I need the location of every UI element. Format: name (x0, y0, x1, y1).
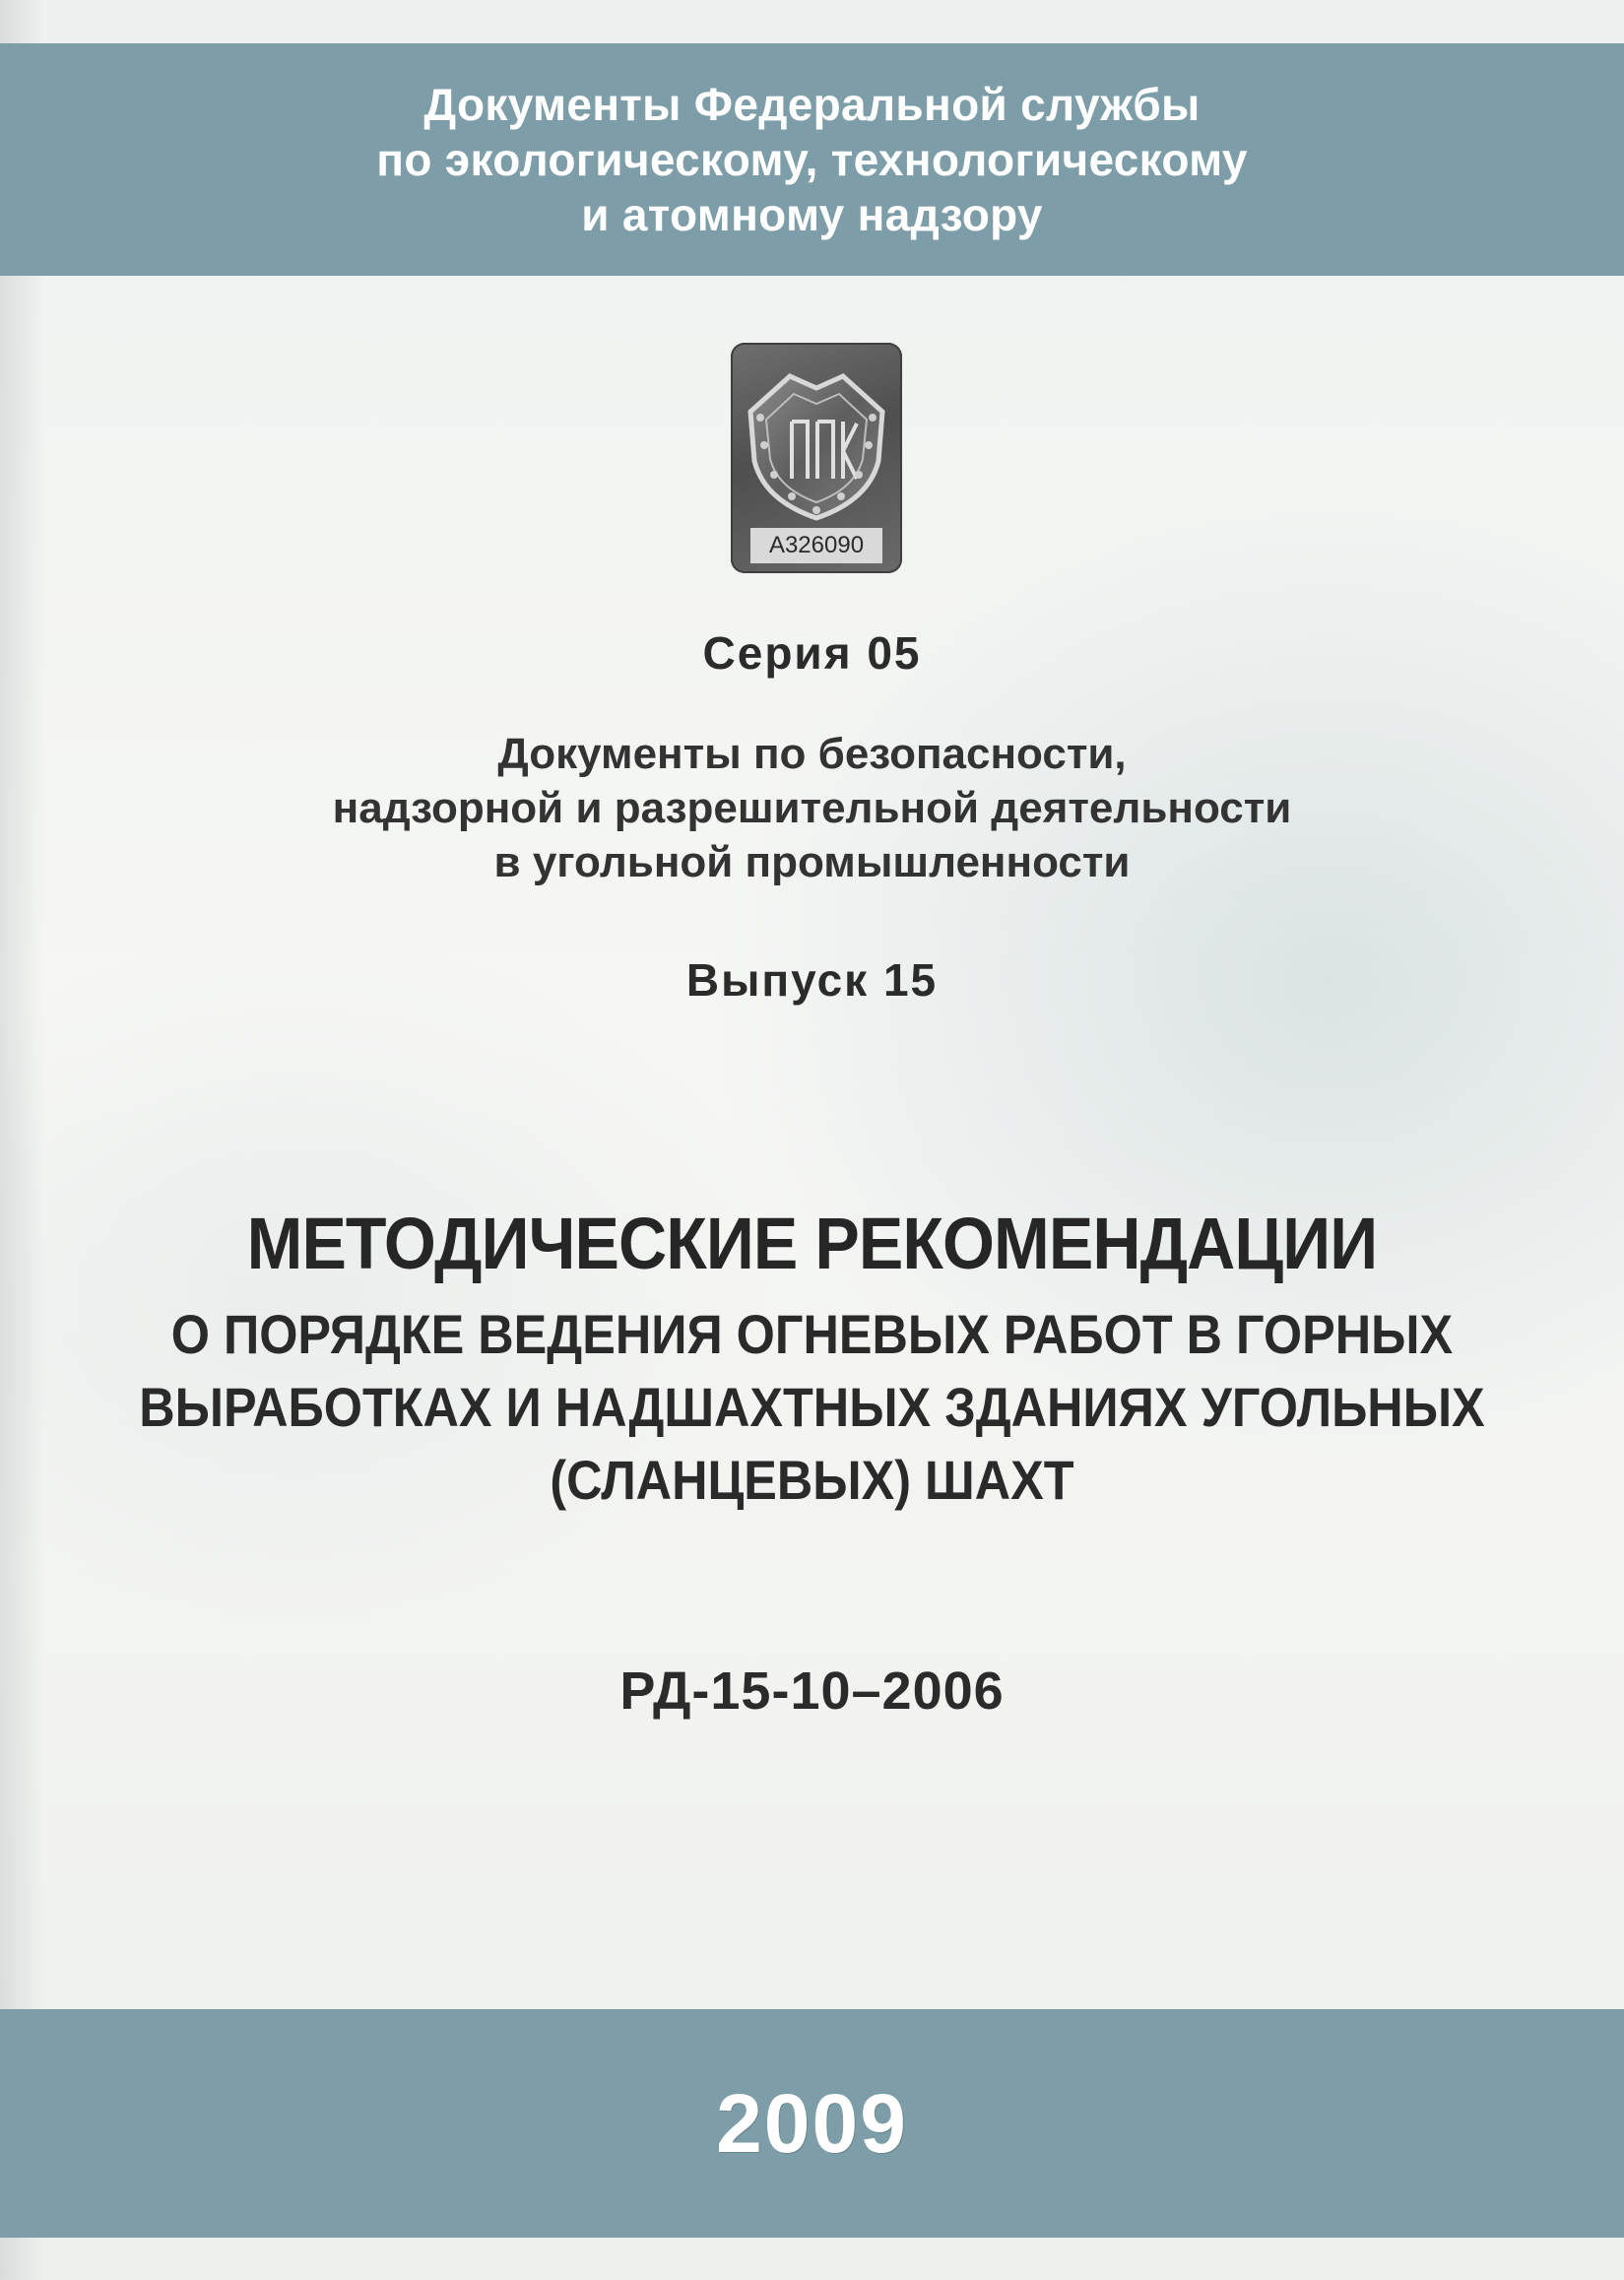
subtitle-line-3: в угольной промышленности (493, 838, 1131, 886)
title-line-2: ВЫРАБОТКАХ И НАДШАХТНЫХ ЗДАНИЯХ УГОЛЬНЫХ (139, 1376, 1485, 1438)
title-line-1: О ПОРЯДКЕ ВЕДЕНИЯ ОГНЕВЫХ РАБОТ В ГОРНЫХ (170, 1303, 1454, 1365)
subtitle-line-1: Документы по безопасности, (497, 730, 1127, 778)
publication-year: 2009 (716, 2076, 908, 2170)
header-line-2: по экологическому, технологическому (376, 134, 1248, 185)
document-title: МЕТОДИЧЕСКИЕ РЕКОМЕНДАЦИИ (246, 1203, 1378, 1284)
subtitle-line-2: надзорной и разрешительной деятельности (332, 784, 1292, 832)
header-line-3: и атомному надзору (581, 189, 1043, 240)
series-subtitle (0, 727, 1624, 889)
header-band (0, 43, 1624, 276)
series-label: Серия 05 (702, 627, 922, 679)
document-code: РД-15-10–2006 (619, 1661, 1005, 1721)
emblem-code: A326090 (750, 528, 882, 563)
footer-band (0, 2009, 1624, 2238)
hologram-emblem (731, 343, 902, 573)
issue-label: Выпуск 15 (685, 954, 939, 1006)
header-line-1: Документы Федеральной службы (423, 79, 1201, 130)
document-title-continuation (81, 1298, 1542, 1517)
title-line-3: (СЛАНЦЕВЫХ) ШАХТ (550, 1449, 1074, 1511)
